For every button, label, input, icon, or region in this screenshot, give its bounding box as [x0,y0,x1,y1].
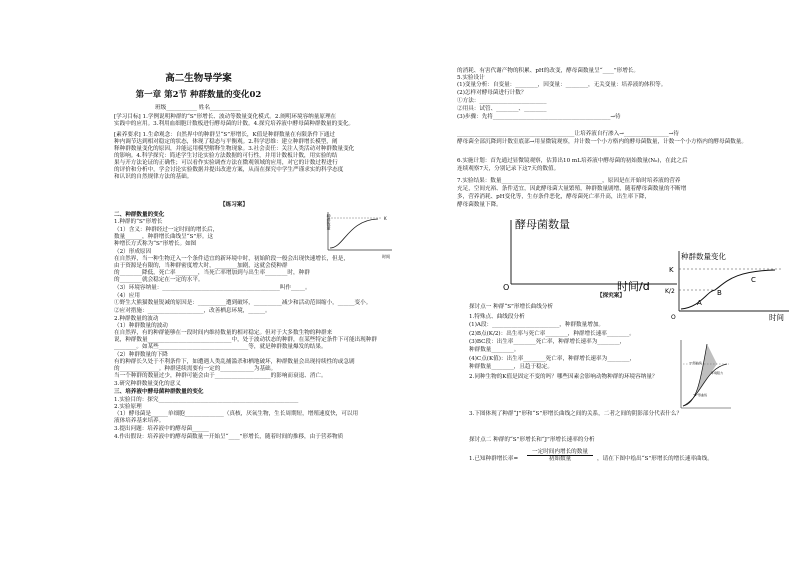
formula-numerator: 一定时间内增长的数量 [527,449,593,456]
x-axis-label: 时间 [769,313,784,322]
text-line: 4.作出假设：培养液中的酵母菌数量一开始呈“____”形增长，随着时间的推移，由于营养物质 [114,434,344,440]
text-line: 多，营养消耗、pH变化等，生存条件恶化，酵母菌死亡率升高，出生率下降， [457,194,651,200]
s-curve-chart [665,245,793,323]
explore2-title: 探讨点二 种群的“S”形增长和“J”形增长速率的分析 [469,437,595,443]
page-title: 高二生物导学案 [165,73,232,84]
s-curve-label: “S”形曲线 [693,393,708,397]
text-line: 的评价和分析中，学会讨论实验数据并提出改进方案，从而在探究中学生严谨求实的科学态度 [114,167,344,173]
y-axis-label: 酵母菌数量 [515,218,570,231]
text-line: (3)BC段：出生率________死亡率，种群增长速率为________， [469,339,626,345]
text-line: 和认识的自然规律方法的基础。 [114,174,193,180]
j-curve-label: “J”形曲线 [689,361,702,365]
text-line: 3.提出问题：培养液中的酵母菌______ [114,426,209,432]
text-line: (2)B点(K/2)：出生率与死亡率________，种群增长速率________。 [469,331,635,337]
heading: 三、培养液中酵母菌种群数量的变化 [114,389,204,395]
origin-label: O [671,314,676,321]
text-line: 1.种群的“S”形增长 [114,219,163,225]
text-line: 数量______，种群增长曲线呈“S”形。这 [114,234,214,240]
explore-label: 【探究案】 [597,293,625,299]
text-line: (1)A段：________________________，种群数量增加。 [469,322,605,328]
text-line: ________。如某些________________________________等，就是种群数量爆发的结果。 [114,344,327,350]
origin-label: O [503,283,510,292]
text-line: (2)怎样对酵母菌进行计数？ [457,90,527,96]
text-line: ①野生大熊猫数量锐减的原因是：__________遭到破坏，__________减少和活动范围缩小，______变小。 [114,300,372,306]
text-line: 5.实验设计 [457,75,485,81]
s-curve [330,219,378,248]
text-line: 酵母菌全部沉降到计数室底部→用显微镜观察，并计数一个小方格内的酵母菌数量，计数一个小方格内的酵母菌数量。 [457,139,747,145]
text-line: （1）含义：种群经过一定时间的增长后， [114,227,219,233]
text-line: 种内调节达到相对稳定的状态，体现了稳态与平衡观。2.科学思维：建立种群增长模型，阐 [114,139,338,145]
text-line: 当一个种群的数量过少，种群可能会由于____________________的影响而衰退、消亡。 [114,373,327,379]
text-line: (1)变量分析：自变量：________，因变量：________，无关变量：培养液的体积等。 [457,82,667,88]
point-b-label: B [717,289,722,297]
section-title: 第一章 第2节 种群数量的变化02 [135,90,262,100]
text-line: 的影响。4.科学探究：简述学生讨论实验方法数据的可行性，并用计数板计数，用实验的结 [114,153,338,159]
text-line: 说，种群数量______________________________中，处于波动状态的种群，在某些特定条件下可能出现种群 [114,337,377,343]
text-line: [学习目标] 1.学例说明种群的“S”形增长、波动等数量变化模式。2.阐明环境容纳量原理在 [114,114,337,120]
text-line: ②用具：试管、________、________ [457,106,547,112]
text-line: （3）环境容纳量：__________________________________________叫作_____。 [114,285,311,291]
text-line: 2.同种生物的K值是固定不变的吗？哪些因素会影响动物种群的环境容纳量？ [469,374,658,380]
text-line: __________________________________________让培养液自行渗入→________________→待 [457,131,679,137]
text-line: 6.实施计划：首先通过显微镜观察，估算出10 mL培养液中酵母菌的初始数量(N₀)，在此之后 [457,158,688,164]
formula-suffix: ，请在下图中绘出“S”形增长的增长速率曲线。 [597,456,713,462]
s-curve-mini-chart [322,210,394,260]
k-half-label: K/2 [665,288,675,295]
x-axis-label: 时间 [382,254,390,259]
text-line: （1）酵母菌是______单细胞______________（真核，厌氧生物，生长周期短，增殖速度快，可以用 [114,411,359,417]
text-line: 种群数量________，且趋于稳定。 [469,364,553,370]
text-line: （1）种群数量的波动 [114,323,168,329]
formula-fraction [527,449,593,463]
text-line: 释种群数量变化的原因，并能运用模型解释生物现象。3.社会责任：关注人类活动对种群数量变化 [114,146,355,152]
yeast-count-chart [497,210,687,292]
text-line: 在自然界，有的种群能够在一段时间内维持数量的相对稳定。但对于大多数生物的种群来 [114,330,333,336]
text-line: 的________就会稳定在一定的水平。 [114,277,204,283]
text-line: (3)步骤：先将__________________________________________→待 [457,114,621,120]
heading: 二、种群数量的变化 [114,212,165,218]
text-line: 酵母菌数量下降。 [457,202,502,208]
text-line: 有的种群长久处于不利条件下，如遭遇人类乱捕滥杀和栖地破坏，种群数量会出现持续性的或急剧 [114,359,355,365]
text-line: 的消耗、有害代谢产物的积累、pH的改变，酵母菌数量呈“____”形增长。 [457,68,639,74]
text-line: 2.种群数量的波动 [114,316,159,322]
text-line: （2）形成原因 [114,249,152,255]
text-line: ②应对措施：____________________，改善栖息环境，______。 [114,308,271,314]
text-line: 液体培养基来培养。 [114,418,165,424]
text-line: 实践中的应用。3.利用血细胞计数板进行酵母菌的计数。4.探究培养液中酵母菌种群数量的变化。 [114,121,355,127]
text-line: ①方法：________________________ [457,98,547,104]
formula-prefix: 1.已知种群增长率= [469,456,519,462]
text-line: (4)C点(K值)：出生率________死亡率，种群增长速率为________， [469,356,636,362]
practice-label: 【练习案】 [220,202,248,208]
text-line: 由于资源是有限的，当种群密度增大时，________加剧，这就会使种群 [114,263,288,269]
formula-denominator: 初始数量 [548,456,572,463]
point-c-label: C [751,276,756,284]
j-s-comparison-chart [677,338,733,412]
right-page [397,0,794,562]
text-line: 种群数量________。 [469,347,520,353]
text-line: 2.实验原理 [114,404,142,410]
text-line: 的________降低，死亡率________，当死亡率增加到与出生率________时，种群 [114,270,310,276]
s-curve [681,270,775,309]
text-line: 3.研究种群数量变化的意义 [114,381,181,387]
student-info: 班级___________ 姓名___________ [155,105,241,111]
y-axis-label: 种群数量变化 [681,252,726,261]
text-line: 1.特殊点、曲线段分析 [469,314,525,320]
text-line: 连续观察7天，分别记录下这7天的数值。 [457,166,560,172]
text-line: [素养要求] 1.生命观念：自然界中的种群呈“S”形增长，K值是种群数量在有限条件下通过 [114,132,335,138]
question-3: 3.下图体现了种群“J”形和“S”形增长曲线之间的关系，二者之间的阴影部分代表什么？ [469,411,683,417]
k-label: K [669,266,674,274]
explore1-title: 探讨点一 种群“S”形增长曲线分析 [469,304,554,310]
text-line: （2）种群数量的下降 [114,352,168,358]
k-label: K [384,216,387,221]
text-line: 1.实验目的：探究__________________________________________________ [114,397,299,403]
text-line: 7.实验结果：数量____________________________________，原因是在开始时培养液的营养 [457,178,681,184]
x-axis-label: 时间/d [617,280,650,292]
text-line: 的______________。种群延续需要有一定的____________为基础。 [114,366,277,372]
y-axis-label: 种群数量 [326,214,332,230]
text-line: 果与开方法论证的正确性；可以看作实验调查方法在微观领域的应用，对它的计数过程进行 [114,160,338,166]
point-a-label: A [697,299,702,307]
text-line: 充足，空间充裕、条件适宜，因此酵母菌大量繁殖，种群数量剧增，随着酵母菌数量的不断增 [457,186,687,192]
text-line: 在自然界，当一种生物迁入一个条件适宜的新环境中时，初始阶段一般会出现快速增长，但是， [114,256,349,262]
text-line: 种增长方式称为“S”形增长。如图 [114,241,197,247]
resistance-label: 环境阻力 [711,371,724,375]
text-line: （4）应用 [114,293,140,299]
